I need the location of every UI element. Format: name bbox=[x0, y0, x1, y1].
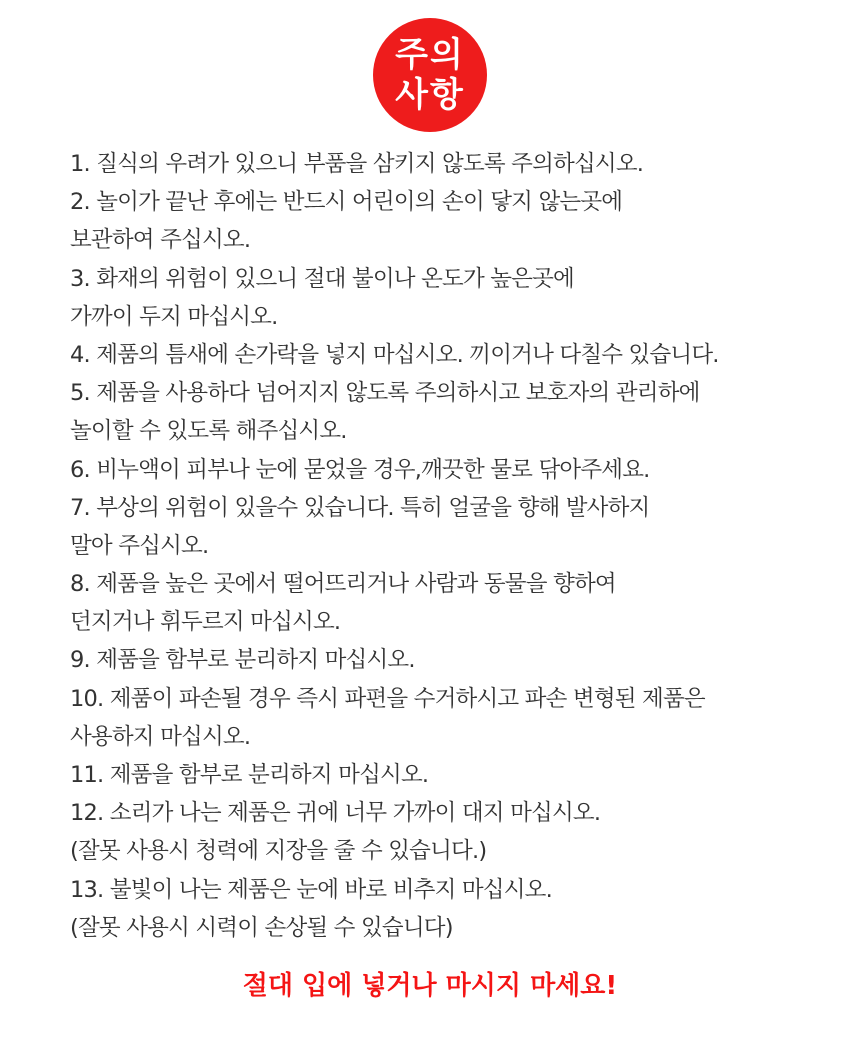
caution-line: 보관하여 주십시오. bbox=[70, 227, 251, 254]
caution-line: 12. 소리가 나는 제품은 귀에 너무 가까이 대지 마십시오. bbox=[70, 800, 601, 827]
caution-list bbox=[70, 145, 850, 947]
caution-line: 7. 부상의 위험이 있을수 있습니다. 특히 얼굴을 향해 발사하지 bbox=[70, 494, 650, 521]
caution-line: (잘못 사용시 청력에 지장을 줄 수 있습니다.) bbox=[70, 838, 487, 865]
caution-line: 2. 놀이가 끝난 후에는 반드시 어린이의 손이 닿지 않는곳에 bbox=[70, 189, 623, 216]
badge-line-1: 주의 bbox=[395, 35, 465, 75]
caution-line: 말아 주십시오. bbox=[70, 532, 209, 559]
caution-line: 11. 제품을 함부로 분리하지 마십시오. bbox=[70, 762, 429, 788]
caution-line: 사용하지 마십시오. bbox=[70, 723, 251, 750]
caution-line: 9. 제품을 함부로 분리하지 마십시오. bbox=[70, 647, 415, 674]
caution-line: 13. 불빛이 나는 제품은 눈에 바로 비추지 마십시오. bbox=[70, 876, 552, 903]
caution-line: 8. 제품을 높은 곳에서 떨어뜨리거나 사람과 동물을 향하여 bbox=[70, 571, 616, 598]
caution-line: (잘못 사용시 시력이 손상될 수 있습니다) bbox=[70, 914, 453, 941]
caution-line: 가까이 두지 마십시오. bbox=[70, 303, 278, 330]
caution-line: 10. 제품이 파손될 경우 즉시 파편을 수거하시고 파손 변형된 제품은 bbox=[70, 685, 705, 712]
badge-line-2: 사항 bbox=[395, 75, 465, 115]
caution-line: 6. 비누액이 피부나 눈에 묻었을 경우,깨끗한 물로 닦아주세요. bbox=[70, 456, 650, 483]
warning-text: 절대 입에 넣거나 마시지 마세요! bbox=[242, 971, 618, 1001]
caution-badge bbox=[373, 18, 487, 132]
caution-line: 던지거나 휘두르지 마십시오. bbox=[70, 609, 341, 636]
caution-line: 1. 질식의 우려가 있으니 부품을 삼키지 않도록 주의하십시오. bbox=[70, 151, 644, 177]
caution-line: 4. 제품의 틈새에 손가락을 넣지 마십시오. 끼이거나 다칠수 있습니다. bbox=[70, 341, 719, 368]
caution-line: 놀이할 수 있도록 해주십시오. bbox=[70, 418, 347, 445]
caution-line: 5. 제품을 사용하다 넘어지지 않도록 주의하시고 보호자의 관리하에 bbox=[70, 380, 700, 407]
caution-line: 3. 화재의 위험이 있으니 절대 불이나 온도가 높은곳에 bbox=[70, 265, 574, 292]
